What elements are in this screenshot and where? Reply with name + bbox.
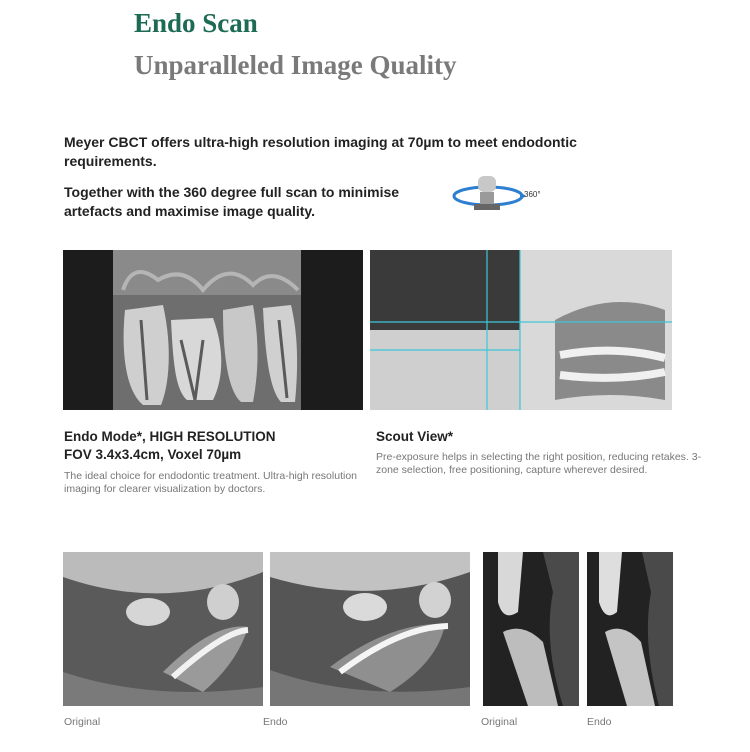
scout-view-description: Pre-exposure helps in selecting the right position, reducing retakes. 3-zone selection, free positioning, capture wherever desired.: [376, 451, 702, 476]
intro-paragraph-full-scan: Together with the 360 degree full scan to minimise artefacts and maximise image quality.: [64, 184, 400, 219]
endo-mode-xray-image: [63, 250, 363, 410]
comparison-image-endo-2: [587, 552, 673, 706]
scout-view-xray-image: [370, 250, 672, 410]
endo-mode-description: The ideal choice for endodontic treatment. Ultra-high resolution imaging for clearer visualization by doctors.: [64, 470, 357, 495]
comparison-label-endo-2: Endo: [587, 716, 612, 728]
comparison-image-original-2: [483, 552, 579, 706]
comparison-label-endo-1: Endo: [263, 716, 288, 728]
intro-paragraph-resolution: Meyer CBCT offers ultra-high resolution imaging at 70µm to meet endodontic requirements.: [64, 134, 577, 169]
comparison-image-original-1: [63, 552, 263, 706]
page-title: Endo Scan: [134, 8, 258, 38]
comparison-label-original-1: Original: [64, 716, 101, 728]
comparison-image-endo-1: [270, 552, 470, 706]
scout-view-title: Scout View*: [376, 429, 454, 444]
endo-mode-title: Endo Mode*, HIGH RESOLUTION: [64, 429, 276, 444]
comparison-label-original-2: Original: [481, 716, 518, 728]
endo-mode-fov: FOV 3.4x3.4cm, Voxel 70µm: [64, 447, 242, 462]
scan-360-label: 360°: [524, 190, 541, 199]
page-subtitle: Unparalleled Image Quality: [134, 50, 457, 80]
